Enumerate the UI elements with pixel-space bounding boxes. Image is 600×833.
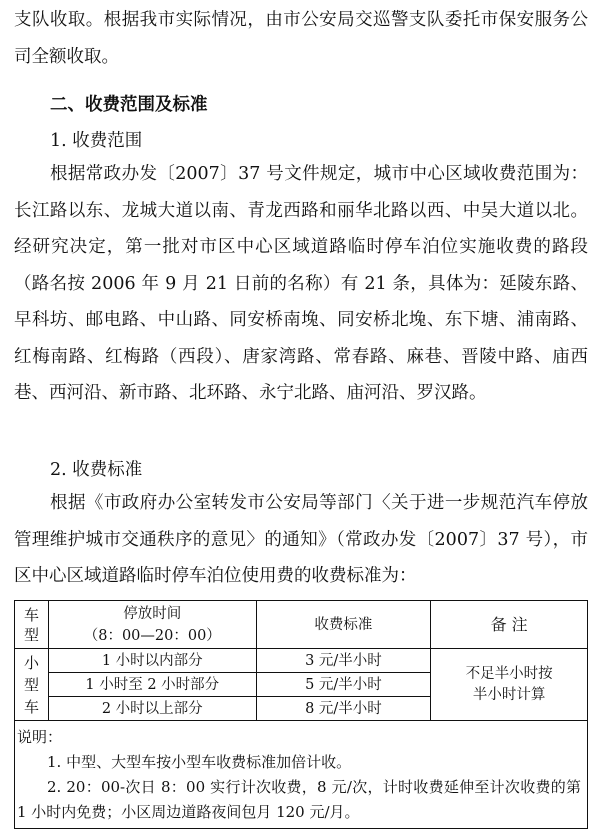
notes-row [15,721,588,829]
header-remark: 备 注 [431,601,588,649]
vehicle-name: 小型车 [23,653,39,716]
vehicle-cell [15,649,49,721]
table-header-row [15,601,588,649]
section-heading: 二、收费范围及标准 [50,95,208,115]
sub1-heading: 1. 收费范围 [50,131,143,151]
note-1: 1. 中型、大型车按小型车收费标准加倍计收。 [47,753,352,771]
fee-cell: 8 元/半小时 [256,697,431,721]
note-2: 2. 20：00-次日 8：00 实行计次收费，8 元/次，计时收费延伸至计次收费的第 1 小时内免费；小区周边道路夜间包月 120 元/月。 [17,778,581,821]
fee-table [14,600,588,829]
fee-cell: 5 元/半小时 [256,673,431,697]
notes-cell [15,721,588,829]
remark-line-2: 半小时计算 [472,687,546,703]
fee-cell: 3 元/半小时 [256,649,431,673]
header-vehicle-type-text: 车型 [23,605,39,644]
intro-paragraph: 支队收取。根据我市实际情况，由市公安局交巡警支队委托市保安服务公司全额收取。 [14,10,588,67]
sub2-body: 根据《市政府办公室转发市公安局等部门〈关于进一步规范汽车停放管理维护城市交通秩序的意见〉的通知》（常政办发〔2007〕37 号），市区中心区域道路临时停车泊位使用费的收费标准为： [14,493,588,586]
remark-cell [431,649,588,721]
period-cell: 1 小时以内部分 [48,649,256,673]
header-time-label: 停放时间 [123,605,182,622]
remark-line-1: 不足半小时按 [465,666,553,682]
sub2-heading: 2. 收费标准 [50,460,143,480]
period-cell: 2 小时以上部分 [48,697,256,721]
header-standard: 收费标准 [256,601,431,649]
header-time-range: （8：00—20：00） [83,627,221,644]
header-vehicle-type [15,601,49,649]
period-cell: 1 小时至 2 小时部分 [48,673,256,697]
sub1-body: 根据常政办发〔2007〕37 号文件规定，城市中心区域收费范围为：长江路以东、龙城大道以南、青龙西路和丽华北路以西、中吴大道以北。经研究决定，第一批对市区中心区域道路临时停车泊位实施收费的路段（路名按 2006 年 9 月 21 日前的名称）有 21 条，具体为：延陵东路、早科坊、邮电路、中山路、同安桥南堍、同安桥北堍、东下塘、浦南路、红梅南路、红梅路（西段）、唐家湾路、常春路、麻巷、晋陵中路、庙西巷、西河沿、新市路、北环路、永宁北路、庙河沿、罗汉路。 [14,164,588,403]
notes-label: 说明： [17,728,63,746]
header-time [48,601,256,649]
table-row [15,649,588,673]
